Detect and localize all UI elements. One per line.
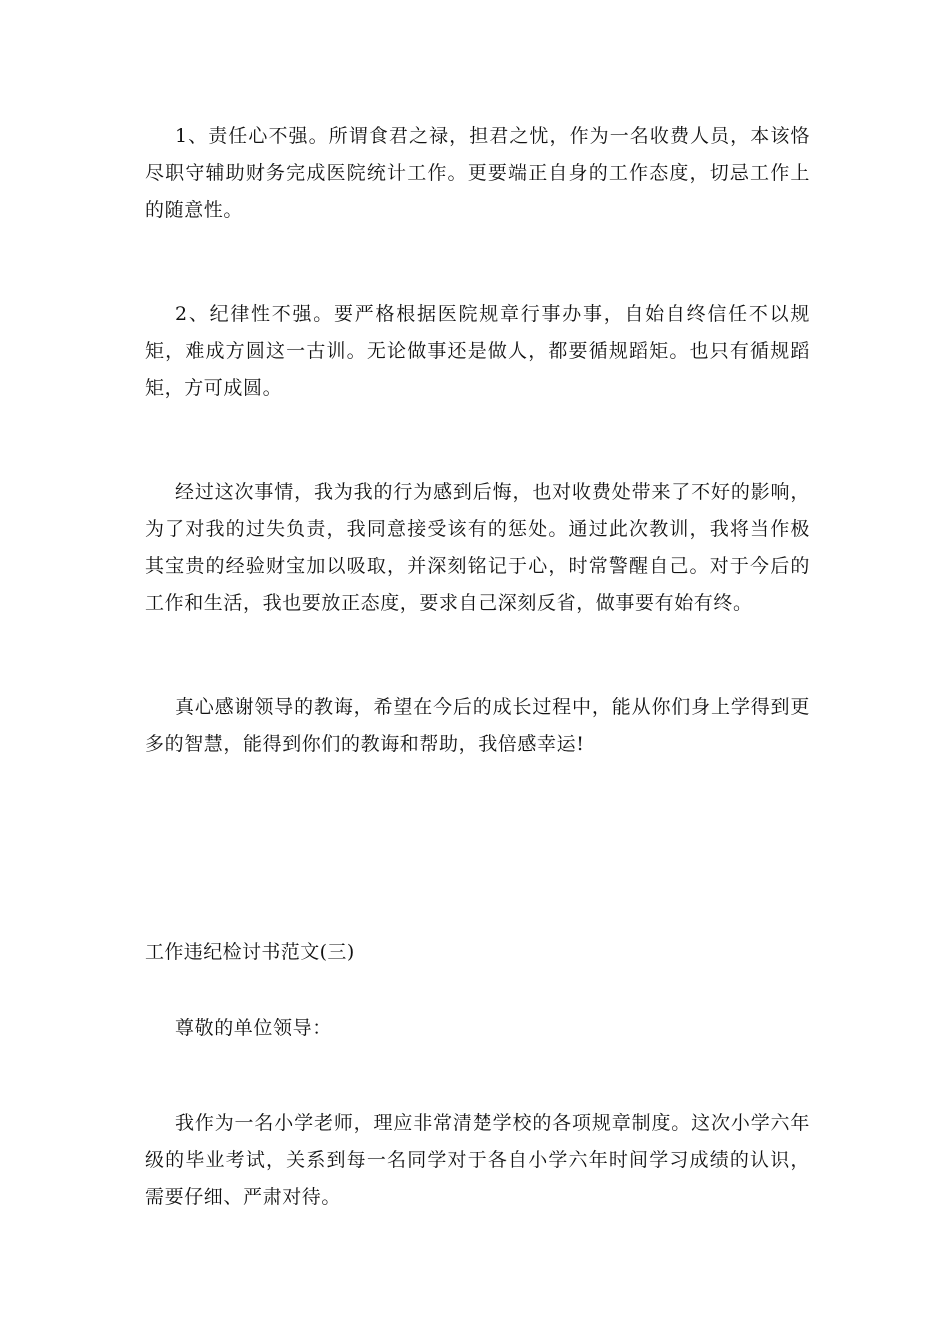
paragraph-responsibility: 1、责任心不强。所谓食君之禄，担君之忧，作为一名收费人员，本该恪尽职守辅助财务完成医院统计工作。更要端正自身的工作态度，切忌工作上的随意性。	[145, 125, 810, 221]
greeting: 尊敬的单位领导：	[175, 1017, 332, 1039]
paragraph-gratitude: 真心感谢领导的教诲，希望在今后的成长过程中，能从你们身上学得到更多的智慧，能得到你们的教诲和帮助，我倍感幸运!	[145, 696, 810, 755]
paragraph-discipline: 2、纪律性不强。要严格根据医院规章行事办事，自始自终信任不以规矩，难成方圆这一古训。无论做事还是做人，都要循规蹈矩。也只有循规蹈矩，方可成圆。	[145, 303, 810, 399]
paragraph-regret: 经过这次事情，我为我的行为感到后悔，也对收费处带来了不好的影响，为了对我的过失负责，我同意接受该有的惩处。通过此次教训，我将当作极其宝贵的经验财宝加以吸取，并深刻铭记于心，时常警醒自己。对于今后的工作和生活，我也要放正态度，要求自己深刻反省，做事要有始有终。	[145, 481, 810, 614]
paragraph-teacher: 我作为一名小学老师，理应非常清楚学校的各项规章制度。这次小学六年级的毕业考试，关系到每一名同学对于各自小学六年时间学习成绩的认识，需要仔细、严肃对待。	[145, 1112, 810, 1208]
section-title: 工作违纪检讨书范文(三)	[145, 941, 355, 963]
